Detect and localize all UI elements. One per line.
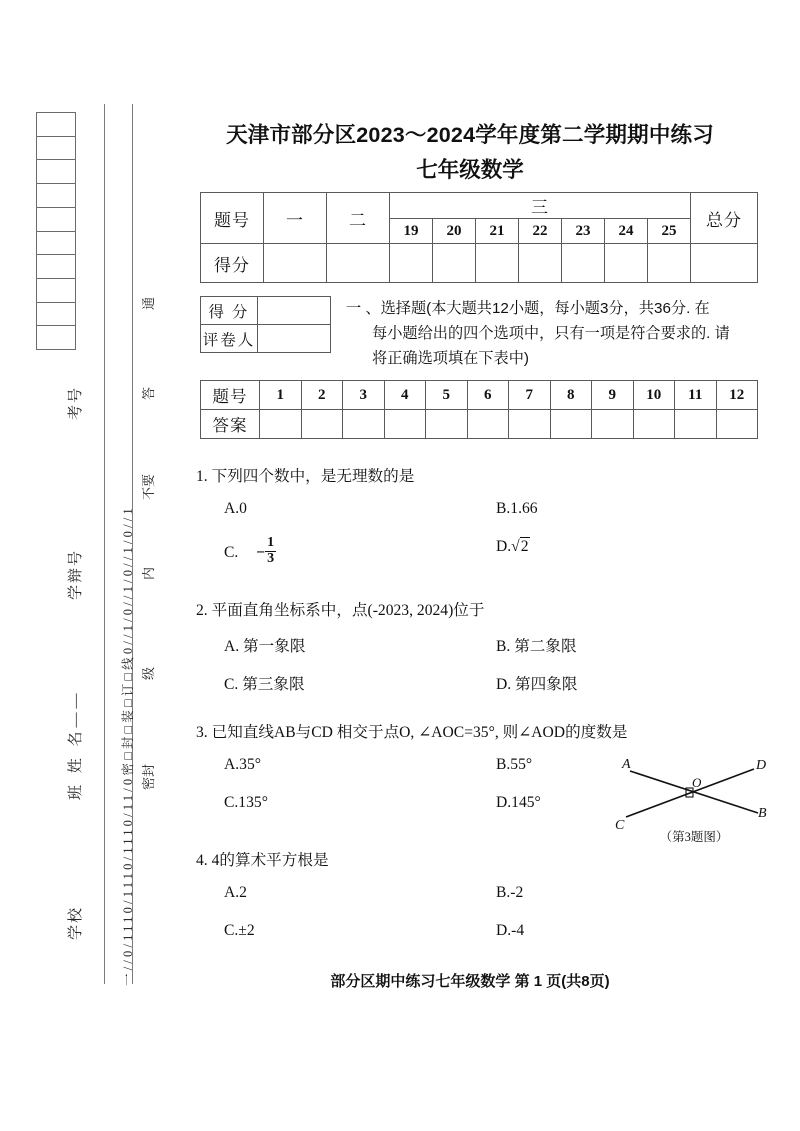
label-point-d: D <box>756 758 767 773</box>
answer-cell[interactable] <box>633 410 675 439</box>
question-1-option-c-prefix: C. <box>224 543 239 561</box>
score-table-item: 22 <box>519 219 562 244</box>
page-footer: 部分区期中练习七年级数学 第 1 页(共8页) <box>330 973 610 990</box>
exam-number-cell[interactable] <box>37 279 75 303</box>
label-point-b: B <box>758 806 767 821</box>
question-4-option-a[interactable]: A.2 <box>224 884 247 901</box>
question-2 <box>196 600 776 710</box>
exam-number-cell[interactable] <box>37 326 75 349</box>
answer-table-number: 3 <box>343 381 385 410</box>
score-cell[interactable] <box>327 244 390 283</box>
question-3-stem: 3. 已知直线AB与CD 相交于点O, ∠AOC=35°, 则∠AOD的度数是 <box>196 724 628 741</box>
question-1-option-c-minus: − <box>256 544 266 562</box>
question-3-figure-caption: （第3题图） <box>659 830 729 844</box>
question-3-figure <box>612 755 776 850</box>
fraction <box>265 536 276 566</box>
seal-word: 密封 <box>141 763 156 790</box>
question-1-option-b[interactable]: B.1.66 <box>496 500 538 517</box>
answer-table-number: 9 <box>592 381 634 410</box>
seal-line-sidebar <box>0 0 160 1131</box>
exam-number-cell[interactable] <box>37 303 75 327</box>
seal-word: 级 <box>141 666 156 680</box>
answer-cell[interactable] <box>675 410 717 439</box>
fraction-denominator: 3 <box>267 550 275 566</box>
fraction-numerator: 1 <box>267 535 275 550</box>
question-2-option-d[interactable]: D. 第四象限 <box>496 676 578 693</box>
question-3-option-c[interactable]: C.135° <box>224 794 268 811</box>
answer-table-number: 8 <box>550 381 592 410</box>
class-name-label: 班 姓 名—— <box>68 689 84 800</box>
square-root-icon <box>511 537 529 555</box>
score-table-total-label: 总分 <box>691 193 758 244</box>
question-1-option-c[interactable] <box>224 535 276 568</box>
question-2-option-c[interactable]: C. 第三象限 <box>224 676 305 693</box>
score-cell[interactable] <box>648 244 691 283</box>
section-1-line-3: 将正确选项填在下表中) <box>372 350 529 367</box>
section-1-line-1: 一 、选择题(本大题共12小题，每小题3分，共36分. 在 <box>346 300 710 317</box>
question-4 <box>196 850 776 960</box>
score-cell-total[interactable] <box>691 244 758 283</box>
answer-cell[interactable] <box>592 410 634 439</box>
answer-table-row-label-question: 题号 <box>201 381 260 410</box>
seal-word: 内 <box>141 566 156 580</box>
school-label: 学校 <box>68 905 84 940</box>
question-1 <box>196 466 776 582</box>
exam-number-cell[interactable] <box>37 208 75 232</box>
score-table-item: 24 <box>605 219 648 244</box>
exam-number-cell[interactable] <box>37 113 75 137</box>
title-line-2: 七年级数学 <box>416 158 524 182</box>
score-table-section-2: 二 <box>327 193 390 244</box>
grader-box-grader-value[interactable] <box>258 325 331 353</box>
label-point-o: O <box>692 775 702 790</box>
exam-number-cell[interactable] <box>37 255 75 279</box>
exam-number-boxes[interactable] <box>36 112 76 350</box>
grader-box-score-value[interactable] <box>258 297 331 325</box>
answer-table-number: 10 <box>633 381 675 410</box>
answer-table-number: 2 <box>301 381 343 410</box>
question-4-options <box>196 884 776 960</box>
exam-number-label: 考号 <box>68 385 84 420</box>
title-line-1: 天津市部分区2023～2024学年度第二学期期中练习 <box>226 123 714 147</box>
answer-cell[interactable] <box>384 410 426 439</box>
answer-table-number: 1 <box>260 381 302 410</box>
multiple-choice-answer-table <box>200 380 758 439</box>
score-table-row-label-score: 得分 <box>201 244 264 283</box>
exam-number-cell[interactable] <box>37 160 75 184</box>
exam-number-cell[interactable] <box>37 137 75 161</box>
exam-paper-body <box>160 0 800 1131</box>
score-summary-table <box>200 192 758 283</box>
question-1-option-d-prefix: D. <box>496 538 512 555</box>
score-cell[interactable] <box>562 244 605 283</box>
answer-table-number: 5 <box>426 381 468 410</box>
answer-table-number: 11 <box>675 381 717 410</box>
intersecting-lines-diagram <box>612 755 776 833</box>
score-cell[interactable] <box>433 244 476 283</box>
answer-cell[interactable] <box>260 410 302 439</box>
radicand: 2 <box>520 538 529 555</box>
question-4-option-b[interactable]: B.-2 <box>496 884 524 901</box>
question-1-stem: 1. 下列四个数中，是无理数的是 <box>196 468 415 485</box>
score-cell[interactable] <box>476 244 519 283</box>
grader-box-grader-label: 评卷人 <box>201 325 258 353</box>
question-2-stem: 2. 平面直角坐标系中，点(-2023, 2024)位于 <box>196 602 485 619</box>
question-1-option-d[interactable] <box>496 538 530 556</box>
answer-table-number: 7 <box>509 381 551 410</box>
score-table-item: 19 <box>390 219 433 244</box>
question-2-options <box>196 634 776 710</box>
answer-table-row-label-answer: 答案 <box>201 410 260 439</box>
answer-cell[interactable] <box>550 410 592 439</box>
question-3-option-d[interactable]: D.145° <box>496 794 541 811</box>
question-1-option-a[interactable]: A.0 <box>224 500 247 517</box>
score-table-section-1: 一 <box>264 193 327 244</box>
score-cell[interactable] <box>519 244 562 283</box>
section-1-line-2: 每小题给出的四个选项中，只有一项是符合要求的. 请 <box>372 325 730 342</box>
answer-table-number: 12 <box>716 381 758 410</box>
score-cell[interactable] <box>390 244 433 283</box>
answer-cell[interactable] <box>301 410 343 439</box>
score-table-item: 21 <box>476 219 519 244</box>
answer-cell[interactable] <box>467 410 509 439</box>
question-4-stem: 4. 4的算术平方根是 <box>196 852 329 869</box>
score-table-item: 23 <box>562 219 605 244</box>
question-3-option-a[interactable]: A.35° <box>224 756 261 773</box>
question-2-option-b[interactable]: B. 第二象限 <box>496 638 577 655</box>
seal-rule-left <box>104 104 105 984</box>
question-3-option-b[interactable]: B.55° <box>496 756 533 773</box>
seal-word: 不要 <box>141 473 156 500</box>
score-cell[interactable] <box>605 244 648 283</box>
section-1-instructions <box>346 296 758 371</box>
answer-cell[interactable] <box>716 410 758 439</box>
grader-score-box <box>200 296 331 353</box>
exam-number-cell[interactable] <box>37 184 75 208</box>
question-1-options <box>196 500 776 582</box>
score-table-row-label-question: 题号 <box>201 193 264 244</box>
answer-table-number: 6 <box>467 381 509 410</box>
seal-word: 通 <box>141 296 156 310</box>
student-id-label: 学辩号 <box>68 548 84 600</box>
answer-cell[interactable] <box>343 410 385 439</box>
score-table-item: 25 <box>648 219 691 244</box>
score-table-item: 20 <box>433 219 476 244</box>
exam-number-cell[interactable] <box>37 232 75 256</box>
seal-word: 答 <box>141 386 156 400</box>
question-4-option-c[interactable]: C.±2 <box>224 922 255 939</box>
answer-cell[interactable] <box>509 410 551 439</box>
grader-box-score-label: 得 分 <box>201 297 258 325</box>
question-2-option-a[interactable]: A. 第一象限 <box>224 638 306 655</box>
answer-cell[interactable] <box>426 410 468 439</box>
answer-table-number: 4 <box>384 381 426 410</box>
seal-line-strip: 一//0/1110/1110/1110/11/0密□封□装□订□线0//1/0//1/0//1/0//1 <box>121 505 135 986</box>
score-table-section-3: 三 <box>390 193 691 219</box>
label-point-a: A <box>622 757 631 772</box>
question-4-option-d[interactable]: D.-4 <box>496 922 525 939</box>
label-point-c: C <box>615 818 625 833</box>
radical-sign: √ <box>511 538 520 555</box>
page-title <box>160 118 780 184</box>
score-cell[interactable] <box>264 244 327 283</box>
